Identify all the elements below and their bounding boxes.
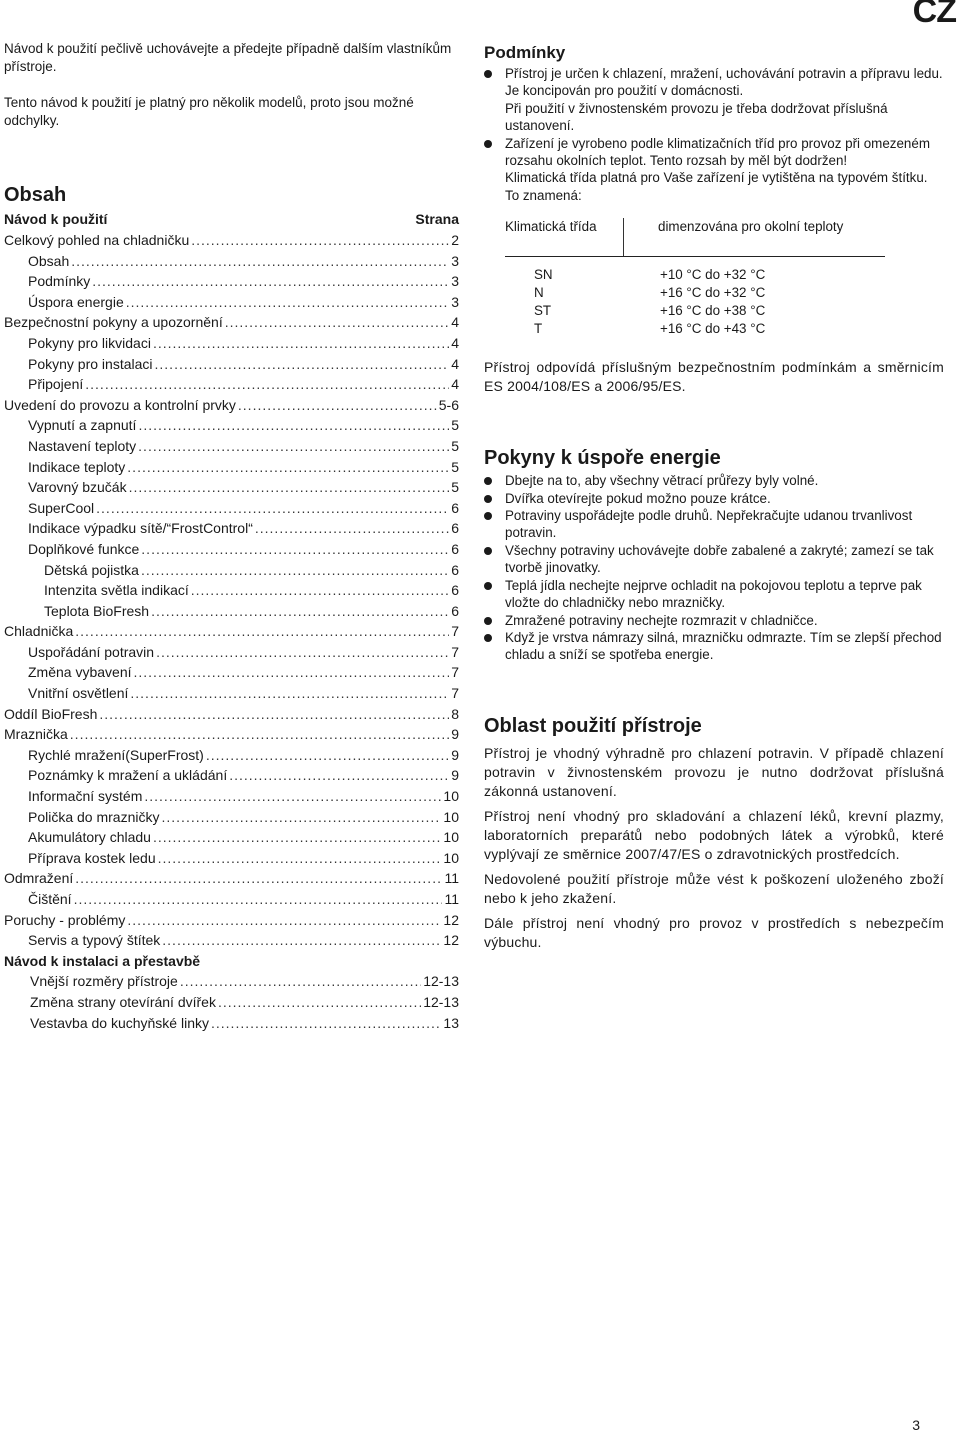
toc-entry[interactable]: Celkový pohled na chladničku ..... 2 (4, 230, 459, 251)
toc-entry[interactable]: Akumulátory chladu ..... 10 (4, 827, 459, 848)
conditions-heading: Podmínky (484, 43, 566, 62)
toc-entry[interactable]: Úspora energie ..... 3 (4, 292, 459, 313)
toc-entry[interactable]: Změna vybavení ..... 7 (4, 662, 459, 683)
language-code: CZ (912, 0, 956, 30)
table-of-contents (4, 230, 459, 1033)
compliance-paragraph: Přístroj odpovídá příslušným bezpečnostním podmínkám a směrnicím ES 2004/108/ES a 2006/95/ES. (484, 359, 944, 395)
toc-entry[interactable]: Pokyny pro instalaci ..... 4 (4, 354, 459, 375)
toc-section-heading: Návod k instalaci a přestavbě (4, 952, 201, 969)
toc-entry[interactable]: Varovný bzučák ..... 5 (4, 477, 459, 498)
toc-entry[interactable]: Připojení ..... 4 (4, 374, 459, 395)
energy-tip: Dvířka otevírejte pokud možno pouze krátce. (484, 490, 944, 507)
usage-paragraph-1: Přístroj je vhodný výhradně pro chlazení potravin. V případě chlazení potravin v živnostenském provozu je nutno dodržovat příslušná zákonná ustanovení. (484, 744, 944, 799)
conditions-item: Zařízení je vyrobeno podle klimatizačních tříd pro provoz při omezeném rozsahu okolních teplot. Tento rozsah by měl být dodržen! Klimatická třída platná pro Vaše zařízení je vytištěna na typovém štítku. To znamená: (484, 135, 944, 205)
left-column (4, 40, 459, 1033)
energy-heading: Pokyny k úspoře energie (484, 447, 721, 470)
usage-paragraph-3: Nedovolené použití přístroje může vést k poškození uloženého zboží nebo k jeho zkažení. (484, 870, 944, 906)
toc-entry[interactable]: Indikace teploty ..... 5 (4, 457, 459, 478)
energy-tip: Všechny potraviny uchovávejte dobře zabalené a zakryté; zamezí se tak tvorbě jinovatky. (484, 542, 944, 577)
toc-entry[interactable]: Vestavba do kuchyňské linky ..... 13 (4, 1013, 459, 1034)
climate-table-row: SN +10 °C do +32 °C (534, 267, 766, 283)
toc-header-row (4, 209, 459, 230)
usage-heading: Oblast použití přístroje (484, 714, 702, 737)
toc-entry[interactable]: Chladnička ..... 7 (4, 621, 459, 642)
energy-tip: Dbejte na to, aby všechny větrací průřezy byly volné. (484, 472, 944, 489)
toc-entry[interactable]: Mraznička ..... 9 (4, 724, 459, 745)
toc-entry[interactable]: Nastavení teploty ..... 5 (4, 436, 459, 457)
toc-entry[interactable]: Změna strany otevírání dvířek ..... 12-13 (4, 992, 459, 1013)
toc-entry[interactable]: Informační systém ..... 10 (4, 786, 459, 807)
toc-entry[interactable]: Polička do mrazničky ..... 10 (4, 807, 459, 828)
toc-entry[interactable]: Teplota BioFresh ..... 6 (4, 601, 459, 622)
toc-entry[interactable]: Poruchy - problémy ..... 12 (4, 910, 459, 931)
energy-tips-list (484, 472, 944, 663)
toc-entry[interactable]: Vnější rozměry přístroje ..... 12-13 (4, 971, 459, 992)
energy-tip: Když je vrstva námrazy silná, mrazničku odmrazte. Tím se zlepší přechod chladu a sníží se spotřeba energie. (484, 629, 944, 664)
toc-entry[interactable]: Dětská pojistka ..... 6 (4, 560, 459, 581)
usage-paragraph-2: Přístroj není vhodný pro skladování a chlazení léků, krevní plazmy, laboratorních preparátů nebo podobných látek a výrobků, které vyplývají ze směrnice 2007/47/ES o zdravotnických prostředcích. (484, 807, 944, 862)
toc-entry[interactable]: Odmražení ..... 11 (4, 868, 459, 889)
intro-paragraph-1: Návod k použití pečlivě uchovávejte a předejte případně dalším vlastníkům přístroje. (4, 41, 452, 74)
page-number: 3 (912, 1417, 920, 1433)
toc-entry[interactable]: Servis a typový štítek ..... 12 (4, 930, 459, 951)
toc-entry[interactable]: SuperCool ..... 6 (4, 498, 459, 519)
toc-entry[interactable]: Poznámky k mražení a ukládání ..... 9 (4, 765, 459, 786)
climate-table-col1-header: Klimatická třída (505, 218, 624, 256)
energy-tip: Zmražené potraviny nechejte rozmrazit v chladničce. (484, 612, 944, 629)
energy-tip: Potraviny uspořádejte podle druhů. Nepřekračujte udanou trvanlivost potravin. (484, 507, 944, 542)
conditions-list (484, 65, 944, 204)
toc-entry[interactable]: Vnitřní osvětlení ..... 7 (4, 683, 459, 704)
toc-entry[interactable]: Příprava kostek ledu ..... 10 (4, 848, 459, 869)
toc-entry[interactable]: Podmínky ..... 3 (4, 271, 459, 292)
toc-heading: Obsah (4, 184, 67, 206)
toc-entry[interactable]: Obsah ..... 3 (4, 251, 459, 272)
toc-entry[interactable]: Indikace výpadku sítě/“FrostControl“ ..... 6 (4, 518, 459, 539)
climate-table-col2-header: dimenzována pro okolní teploty (658, 219, 844, 235)
climate-table-row: ST +16 °C do +38 °C (534, 303, 766, 319)
toc-entry[interactable]: Intenzita světla indikací ..... 6 (4, 580, 459, 601)
energy-tip: Teplá jídla nechejte nejprve ochladit na pokojovou teplotu a teprve pak vložte do chladničky nebo mrazničky. (484, 577, 944, 612)
toc-page-label: Strana (415, 211, 459, 227)
toc-subheading: Návod k použití (4, 211, 108, 227)
right-column (484, 43, 944, 952)
toc-entry[interactable]: Rychlé mražení(SuperFrost) ..... 9 (4, 745, 459, 766)
toc-entry[interactable]: Uvedení do provozu a kontrolní prvky ..... 5-6 (4, 395, 459, 416)
usage-paragraph-4: Dále přístroj není vhodný pro provoz v prostředích s nebezpečím výbuchu. (484, 914, 944, 950)
toc-entry[interactable]: Uspořádání potravin ..... 7 (4, 642, 459, 663)
climate-table-row: N +16 °C do +32 °C (534, 285, 766, 301)
climate-class-table (505, 218, 885, 338)
toc-entry[interactable]: Čištění ..... 11 (4, 889, 459, 910)
toc-entry[interactable]: Oddíl BioFresh ..... 8 (4, 704, 459, 725)
toc-entry[interactable]: Bezpečnostní pokyny a upozornění ..... 4 (4, 312, 459, 333)
toc-entry[interactable]: Doplňkové funkce ..... 6 (4, 539, 459, 560)
conditions-item: Přístroj je určen k chlazení, mražení, uchovávání potravin a přípravu ledu. Je koncipován pro použití v domácnosti. Při použití v živnostenském provozu je třeba dodržovat příslušná ustanovení. (484, 65, 944, 135)
climate-table-header (505, 218, 885, 257)
toc-entry[interactable]: Pokyny pro likvidaci ..... 4 (4, 333, 459, 354)
intro-paragraph-2: Tento návod k použití je platný pro několik modelů, proto jsou možné odchylky. (4, 95, 414, 128)
climate-table-row: T +16 °C do +43 °C (534, 321, 766, 337)
toc-entry[interactable]: Vypnutí a zapnutí ..... 5 (4, 415, 459, 436)
